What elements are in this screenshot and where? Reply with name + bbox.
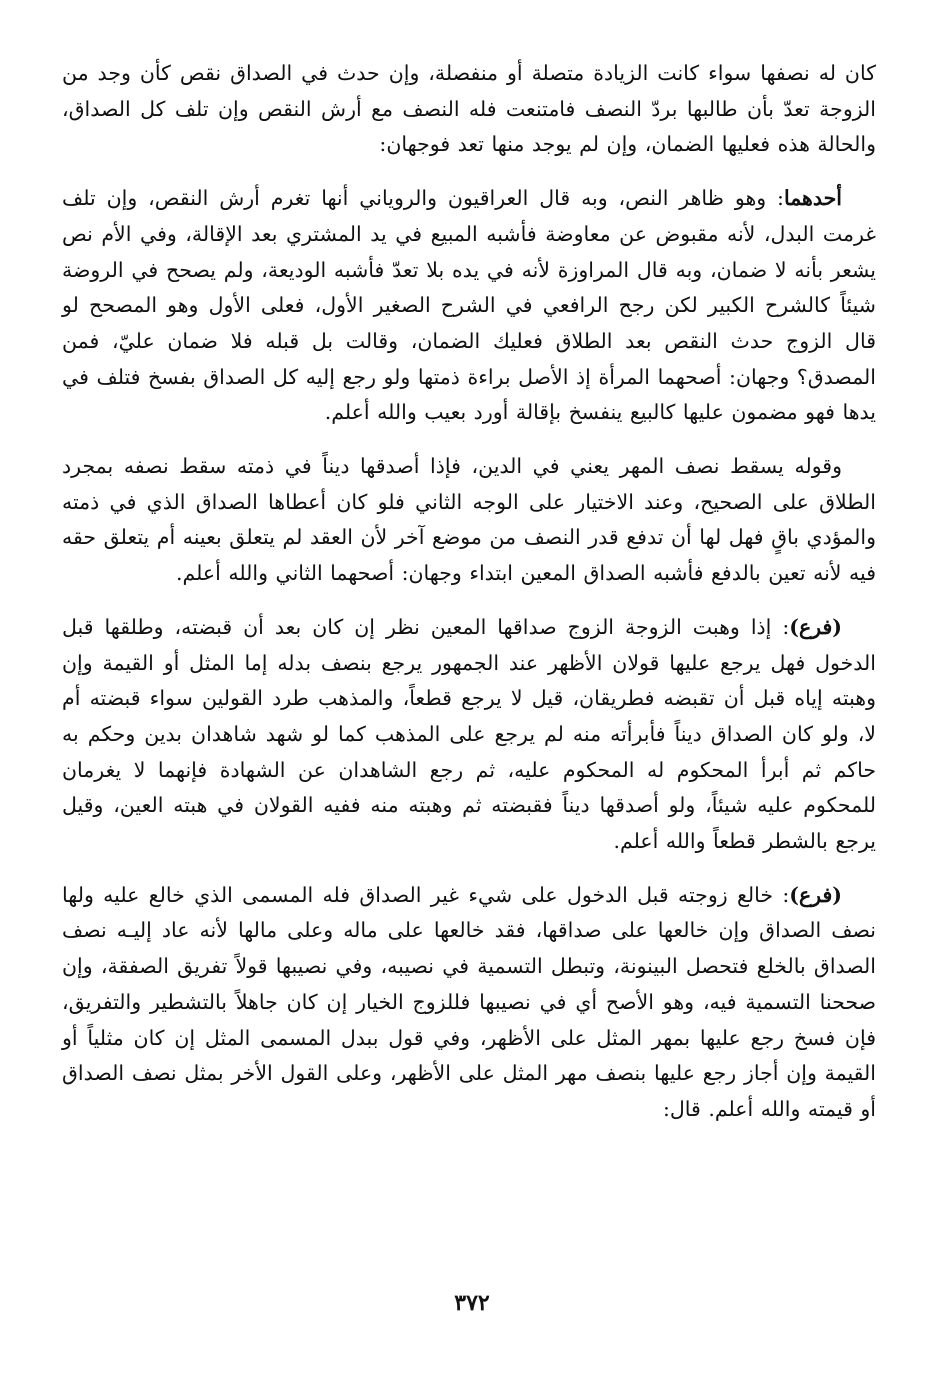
paragraph-2-text: : وهو ظاهر النص، وبه قال العراقيون والروياني أنها تغرم أرش النقص، وإن تلف غرمت البدل، لأنه مقبوض عن معاوضة فأشبه المبيع في يد المشتري بعد الإقالة، وفي الأم نص يشعر بأنه لا ضمان، وبه قال المراوزة لأنه في يده بلا تعدّ فأشبه الوديعة، ولم يصحح في الروضة شيئاً كالشرح الكبير لكن رجح الرافعي في الشرح الصغير الأول، فعلى الأول وهو المصحح لو قال الزوج حدث النقص بعد الطلاق فعليك الضمان، وقالت بل قبله فلا ضمان عليّ، فمن المصدق؟ وجهان: أصحهما المرأة إذ الأصل براءة ذمتها ولو رجع إليه كل الصداق بفسخ فتلف في يدها فهو مضمون عليها كالبيع ينفسخ بإقالة أورد بعيب والله أعلم. [62,186,876,425]
paragraph-5-text: : خالع زوجته قبل الدخول على شيء غير الصداق فله المسمى الذي خالع عليه ولها نصف الصداق وإن خالعها على صداقها، فقد خالعها على ماله وعلى مالها لأنه عاد إليـه نصف الصداق بالخلع فتحصل البينونة، وتبطل التسمية في نصيبه، وفي نصيبها قولاً تفريق الصفقة، وإن صححنا التسمية فيه، وهو الأصح أي في نصيبها فللزوج الخيار إن كان جاهلاً بالتشطير والتفريق، فإن فسخ رجع عليها بمهر المثل على الأظهر، وفي قول ببدل المسمى المثل إن كان مثلياً أو القيمة وإن أجاز رجع عليها بنصف مهر المثل على الأظهر، وعلى القول الأخر بمثل نصف الصداق أو قيمته والله أعلم. قال: [62,882,876,1121]
paragraph-1 [62,56,876,163]
paragraph-4-lead: (فرع) [789,614,842,639]
page-body [62,56,876,1146]
paragraph-2 [62,181,876,431]
paragraph-1-text: كان له نصفها سواء كانت الزيادة متصلة أو منفصلة، وإن حدث في الصداق نقص كأن وجد من الزوجة تعدّ بأن طالبها بردّ النصف فامتنعت فله النصف مع أرش النقص وإن تلف كل الصداق، والحالة هذه فعليها الضمان، وإن لم يوجد منها تعد فوجهان: [62,61,876,157]
paragraph-4-text: : إذا وهبت الزوجة الزوج صداقها المعين نظر إن كان بعد أن قبضته، وطلقها قبل الدخول فهل يرجع عليها قولان الأظهر عند الجمهور يرجع بنصف بدله إما المثل أو القيمة وإن وهبته إياه قبل أن تقبضه فطريقان، قيل لا يرجع قطعاً، والمذهب طرد القولين سواء قبضته أم لا، ولو كان الصداق ديناً فأبرأته منه لم يرجع على المذهب كما لو شهد شاهدان بدين وحكم به حاكم ثم أبرأ المحكوم له المحكوم عليه، ثم رجع الشاهدان عن الشهادة فإنهما لا يغرمان للمحكوم عليه شيئاً، ولو أصدقها ديناً فقبضته ثم وهبته منه ففيه القولان في هبته العين، وقيل يرجع بالشطر قطعاً والله أعلم. [62,614,876,854]
paragraph-4 [62,610,876,860]
paragraph-3 [62,449,876,592]
paragraph-5 [62,878,876,1128]
paragraph-3-text: وقوله يسقط نصف المهر يعني في الدين، فإذا أصدقها ديناً في ذمته سقط نصفه بمجرد الطلاق على الصحيح، وعند الاختيار على الوجه الثاني فلو كان أعطاها الصداق الذي في ذمته والمؤدي باقٍ فهل لها أن تدفع قدر النصف من موضع آخر لأن العقد لم يتعلق بعينه أم يتعلق حقه فيه لأنه تعين بالدفع فأشبه الصداق المعين ابتداء وجهان: أصحهما الثاني والله أعلم. [62,454,876,586]
paragraph-2-lead: أحدهما [783,186,842,211]
page-number: ٣٧٢ [454,1290,490,1316]
paragraph-5-lead: (فرع) [789,882,842,907]
